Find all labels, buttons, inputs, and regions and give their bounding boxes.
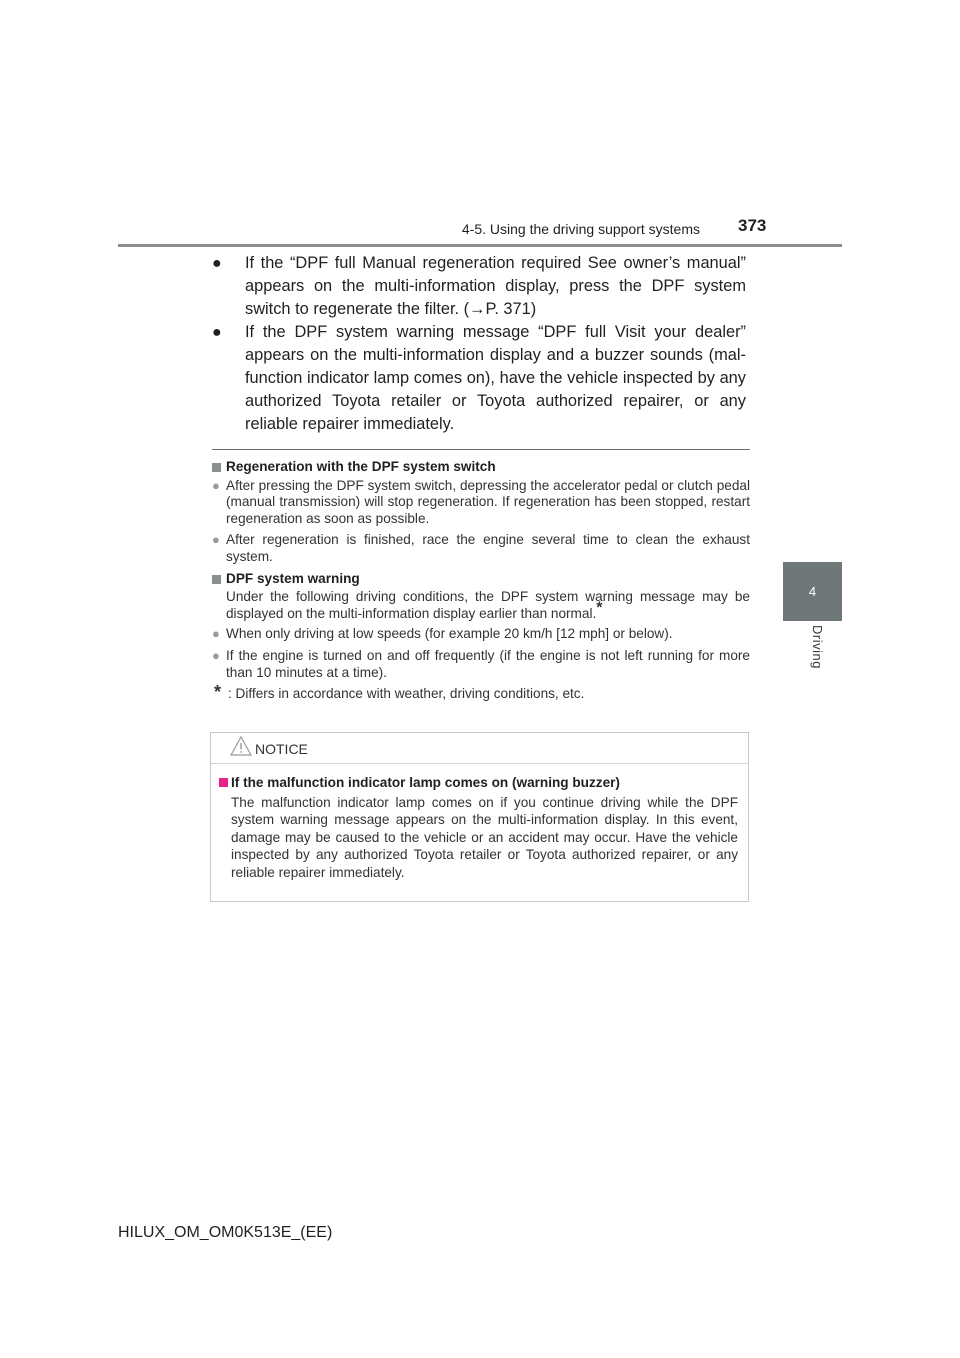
chapter-tab <box>783 562 842 621</box>
note-item: ● After regeneration is finished, race the engine several time to clean the exhaust system. <box>212 532 750 564</box>
square-bullet-icon <box>212 575 221 584</box>
main-bullet-list <box>212 252 746 436</box>
bullet-dot-icon: ● <box>212 324 222 341</box>
notice-heading: If the malfunction indicator lamp comes on (warning buzzer) <box>219 774 738 792</box>
main-bullet-text: If the DPF system warning message “DPF full Visit your dealer” appears on the multi-information display and a buzzer sounds (mal-function indicator lamp comes on), have the vehicle inspected by any authorized Toyota retailer or Toyota authorized repairer, or any reliable repairer immediately. <box>245 323 746 433</box>
warning-heading: DPF system warning <box>212 571 750 588</box>
page-number: 373 <box>738 216 767 235</box>
chapter-label: Driving <box>810 625 825 669</box>
notice-title: NOTICE <box>255 741 308 757</box>
notice-header <box>211 733 748 764</box>
note-item: ● When only driving at low speeds (for example 20 km/h [12 mph] or below). <box>212 626 673 642</box>
footnote-mark: * <box>596 599 603 617</box>
square-bullet-icon <box>212 463 221 472</box>
notice-text: The malfunction indicator lamp comes on if you continue driving while the DPF system warning message appears on the multi-information display. In this event, damage may be caused to the vehicle or an accident may occur. Have the vehicle inspected by any authorized Toyota retailer or Toyota authorized repairer, or any reliable repairer immediately. <box>231 794 738 880</box>
notice-box <box>210 732 749 902</box>
note-item: ● After pressing the DPF system switch, depressing the accelerator pedal or clutch pedal (manual transmission) will stop regeneration. If regeneration has been stopped, restart regeneration as soon as possible. <box>212 477 750 526</box>
bullet-dot-icon: ● <box>212 532 220 548</box>
footnote: * : Differs in accordance with weather, driving conditions, etc. <box>214 682 585 703</box>
main-bullet-text: If the “DPF full Manual regeneration required See owner’s manual” appears on the multi-information display, press the DPF system switch to regenerate the filter. (→P. 371) <box>245 254 746 318</box>
document-code: HILUX_OM_OM0K513E_(EE) <box>118 1224 333 1241</box>
warning-intro: Under the following driving conditions, the DPF system warning message may be displayed on the multi-information display earlier than normal.* <box>226 589 750 621</box>
regeneration-heading: Regeneration with the DPF system switch <box>212 459 750 476</box>
main-bullet <box>212 321 746 436</box>
header-section-title: 4-5. Using the driving support systems <box>461 221 700 237</box>
bullet-dot-icon: ● <box>212 255 222 272</box>
notes <box>212 459 750 703</box>
main-bullet <box>212 252 746 321</box>
bullet-dot-icon: ● <box>212 647 220 663</box>
footnote-mark: * <box>214 682 222 703</box>
notice-body <box>211 764 748 881</box>
header-rule <box>118 244 842 247</box>
section-rule <box>212 449 750 450</box>
note-item: ● If the engine is turned on and off frequently (if the engine is not left running for more than 10 minutes at a time). <box>212 647 750 680</box>
square-bullet-icon <box>219 778 228 787</box>
bullet-dot-icon: ● <box>212 626 220 642</box>
warning-triangle-icon <box>230 736 252 756</box>
chapter-number: 4 <box>808 584 817 599</box>
bullet-dot-icon: ● <box>212 477 220 493</box>
